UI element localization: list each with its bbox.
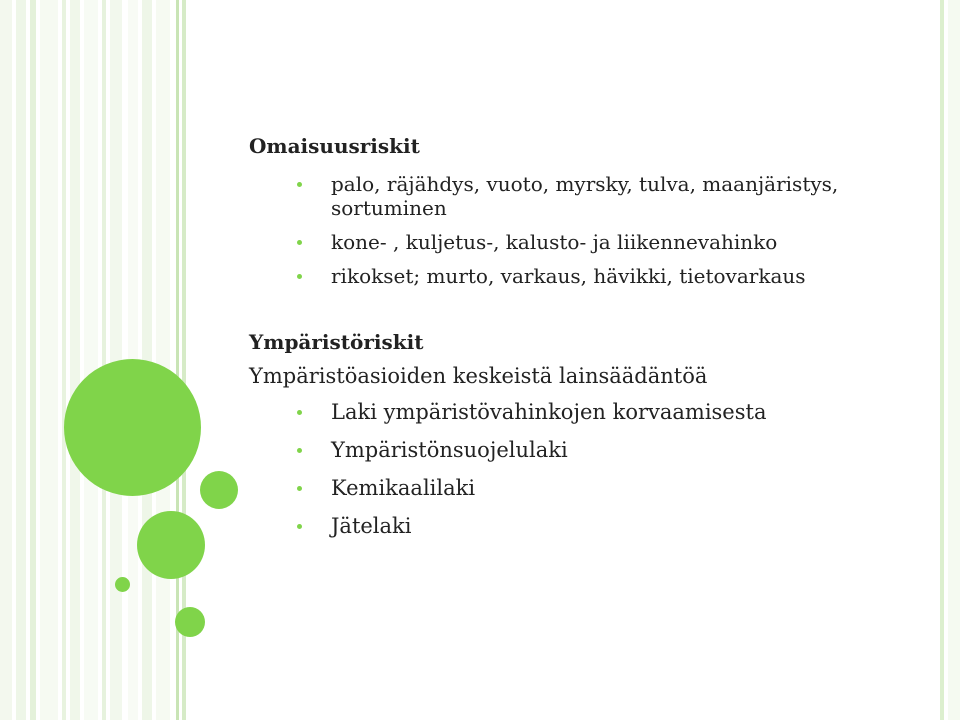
decor-stripe-right (948, 0, 960, 720)
list-item (249, 264, 929, 288)
decor-stripe (40, 0, 58, 720)
section-heading-environmental-risks: Ympäristöriskit (249, 330, 424, 354)
list-item (249, 398, 929, 426)
decor-circle-medium (200, 471, 238, 509)
decor-stripe (102, 0, 106, 720)
decor-stripe-right (940, 0, 944, 720)
list-item-text: Ympäristönsuojelulaki (331, 438, 568, 462)
bullet-icon (297, 240, 302, 245)
decor-stripe (30, 0, 36, 720)
list-item-text: kone- , kuljetus-, kalusto- ja liikennevahinko (331, 230, 778, 254)
list-item-text: Laki ympäristövahinkojen korvaamisesta (331, 400, 767, 424)
list-item (249, 474, 929, 502)
bullet-icon (297, 448, 302, 453)
list-item (249, 172, 929, 220)
list-item-text: rikokset; murto, varkaus, hävikki, tietovarkaus (331, 264, 806, 288)
decor-stripe (62, 0, 66, 720)
decor-stripe (84, 0, 98, 720)
environmental-law-list (249, 398, 929, 540)
decor-stripe (16, 0, 26, 720)
section-heading-property-risks: Omaisuusriskit (249, 134, 420, 158)
bullet-icon (297, 410, 302, 415)
spacer (249, 288, 929, 328)
list-item (249, 230, 929, 254)
bullet-icon (297, 486, 302, 491)
list-item-text: Kemikaalilaki (331, 476, 476, 500)
list-item-text: palo, räjähdys, vuoto, myrsky, tulva, maanjäristys, sortuminen (331, 172, 839, 220)
list-item (249, 512, 929, 540)
bullet-icon (297, 182, 302, 187)
decor-circle-mid (137, 511, 205, 579)
list-item (249, 436, 929, 464)
bullet-icon (297, 274, 302, 279)
section-subheading: Ympäristöasioiden keskeistä lainsäädäntöä (249, 364, 708, 388)
list-item-text: Jätelaki (331, 514, 412, 538)
decor-circle-large (64, 359, 201, 496)
decor-circle-tiny (115, 577, 130, 592)
decor-stripe (156, 0, 170, 720)
property-risks-list (249, 172, 929, 288)
decor-stripe (0, 0, 12, 720)
bullet-icon (297, 524, 302, 529)
slide-content (249, 132, 929, 540)
decor-stripe (70, 0, 80, 720)
decor-circle-small (175, 607, 205, 637)
